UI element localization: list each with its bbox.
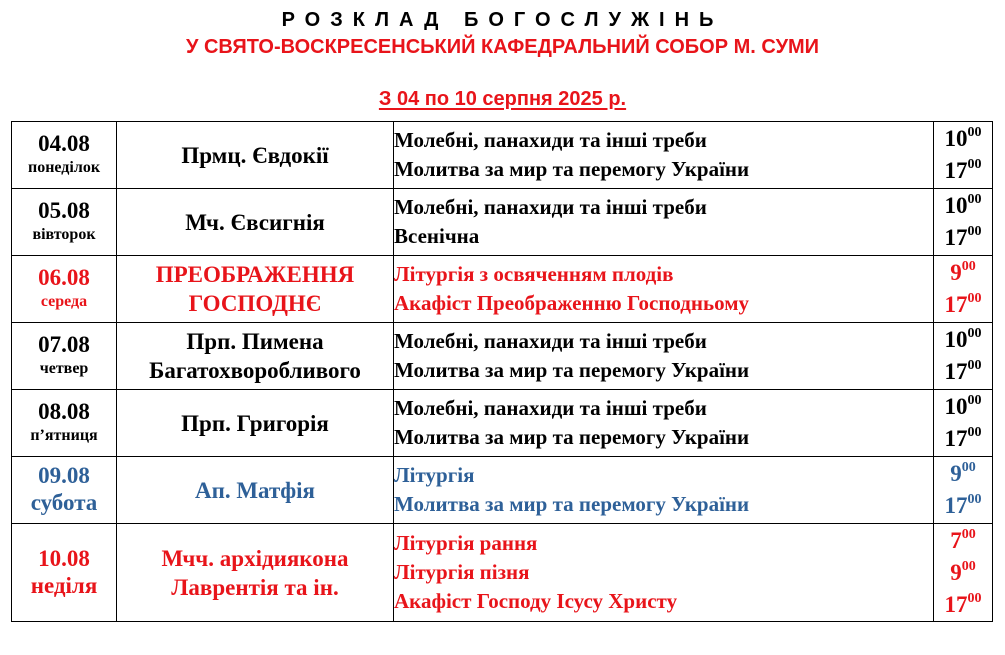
saint-name: Ап. Матфія bbox=[194, 477, 316, 503]
service-item: Молебні, панахиди та інші треби bbox=[394, 396, 707, 420]
services-cell bbox=[394, 256, 934, 323]
weekday: вівторок bbox=[32, 226, 96, 243]
service-time: $10^{00}$ bbox=[944, 326, 982, 352]
weekday: п’ятниця bbox=[30, 427, 98, 444]
schedule-table bbox=[11, 121, 993, 622]
weekday: середа bbox=[40, 293, 88, 310]
times-cell bbox=[934, 457, 993, 524]
date: 05.08 bbox=[38, 198, 90, 223]
service-time: $9^{00}$ bbox=[950, 259, 976, 285]
weekday: четвер bbox=[39, 360, 89, 377]
service-time: $17^{00}$ bbox=[944, 425, 982, 451]
services-cell bbox=[394, 524, 934, 622]
date: 08.08 bbox=[38, 399, 90, 424]
weekday: понеділок bbox=[27, 159, 101, 176]
date: 10.08 bbox=[38, 545, 90, 571]
date: 06.08 bbox=[38, 265, 90, 290]
date-cell bbox=[12, 390, 117, 457]
service-time: $9^{00}$ bbox=[950, 460, 976, 486]
saint-cell bbox=[117, 457, 394, 524]
schedule-row-feast bbox=[12, 256, 993, 323]
date-cell bbox=[12, 122, 117, 189]
service-item: Літургія bbox=[394, 463, 475, 487]
saint-cell bbox=[117, 189, 394, 256]
service-time: $17^{00}$ bbox=[944, 157, 982, 183]
service-item: Молебні, панахиди та інші треби bbox=[394, 128, 707, 152]
saint-name: ГОСПОДНЄ bbox=[188, 291, 322, 316]
service-time: $17^{00}$ bbox=[944, 590, 982, 617]
service-item: Акафіст Господу Ісусу Христу bbox=[394, 589, 678, 613]
services-cell bbox=[394, 323, 934, 390]
service-item: Молебні, панахиди та інші треби bbox=[394, 329, 707, 353]
service-item: Молебні, панахиди та інші треби bbox=[394, 195, 707, 219]
services-cell bbox=[394, 122, 934, 189]
saint-name: Прп. Пимена bbox=[186, 329, 324, 354]
service-item: Молитва за мир та перемогу України bbox=[394, 157, 750, 181]
times-cell bbox=[934, 524, 993, 622]
schedule-row-saturday bbox=[12, 457, 993, 524]
schedule-row-sunday bbox=[12, 524, 993, 622]
saint-cell bbox=[117, 323, 394, 390]
service-item: Молитва за мир та перемогу України bbox=[394, 492, 750, 516]
service-item: Літургія пізня bbox=[394, 560, 530, 584]
schedule-row bbox=[12, 189, 993, 256]
weekday: неділя bbox=[30, 572, 98, 598]
service-time: $17^{00}$ bbox=[944, 224, 982, 250]
service-item: Молитва за мир та перемогу України bbox=[394, 358, 750, 382]
saint-name: Лаврентія та ін. bbox=[171, 574, 339, 600]
date-cell bbox=[12, 189, 117, 256]
times-cell bbox=[934, 122, 993, 189]
saint-name: Мч. Євсигнія bbox=[185, 209, 325, 235]
saint-cell bbox=[117, 122, 394, 189]
schedule-title: РОЗКЛАД БОГОСЛУЖІНЬ bbox=[281, 9, 724, 31]
service-item: Літургія з освяченням плодів bbox=[394, 262, 674, 286]
schedule-period: З 04 по 10 серпня 2025 р. bbox=[378, 88, 627, 110]
saint-cell bbox=[117, 524, 394, 622]
services-cell bbox=[394, 189, 934, 256]
saint-name: ПРЕОБРАЖЕННЯ bbox=[155, 262, 355, 287]
date-cell bbox=[12, 524, 117, 622]
service-time: $9^{00}$ bbox=[950, 558, 976, 585]
service-item: Молитва за мир та перемогу України bbox=[394, 425, 750, 449]
saint-name: Прп. Григорія bbox=[181, 410, 329, 436]
schedule-row bbox=[12, 122, 993, 189]
service-time: $10^{00}$ bbox=[944, 192, 982, 218]
service-item: Всенічна bbox=[394, 224, 480, 248]
service-time: $7^{00}$ bbox=[950, 526, 976, 553]
schedule-row bbox=[12, 323, 993, 390]
date-cell bbox=[12, 323, 117, 390]
date-cell bbox=[12, 457, 117, 524]
saint-name: Прмц. Євдокії bbox=[181, 142, 329, 168]
service-time: $17^{00}$ bbox=[944, 492, 982, 518]
service-time: $17^{00}$ bbox=[944, 358, 982, 384]
service-time: $10^{00}$ bbox=[944, 125, 982, 151]
times-cell bbox=[934, 323, 993, 390]
date-cell bbox=[12, 256, 117, 323]
saint-cell bbox=[117, 256, 394, 323]
date: 07.08 bbox=[38, 332, 90, 357]
date: 09.08 bbox=[38, 463, 90, 488]
saint-name: Мчч. архідиякона bbox=[161, 545, 349, 571]
saint-name: Багатохворобливого bbox=[149, 358, 361, 383]
cathedral-subtitle: У СВЯТО-ВОСКРЕСЕНСЬКИЙ КАФЕДРАЛЬНИЙ СОБОР М. СУМИ bbox=[185, 36, 820, 58]
service-time: $10^{00}$ bbox=[944, 393, 982, 419]
date: 04.08 bbox=[38, 131, 90, 156]
service-item: Акафіст Преображенню Господньому bbox=[394, 291, 750, 315]
services-cell bbox=[394, 457, 934, 524]
service-item: Літургія рання bbox=[394, 531, 538, 555]
weekday: субота bbox=[30, 490, 98, 515]
saint-cell bbox=[117, 390, 394, 457]
service-time: $17^{00}$ bbox=[944, 291, 982, 317]
times-cell bbox=[934, 390, 993, 457]
times-cell bbox=[934, 256, 993, 323]
services-cell bbox=[394, 390, 934, 457]
times-cell bbox=[934, 189, 993, 256]
schedule-row bbox=[12, 390, 993, 457]
